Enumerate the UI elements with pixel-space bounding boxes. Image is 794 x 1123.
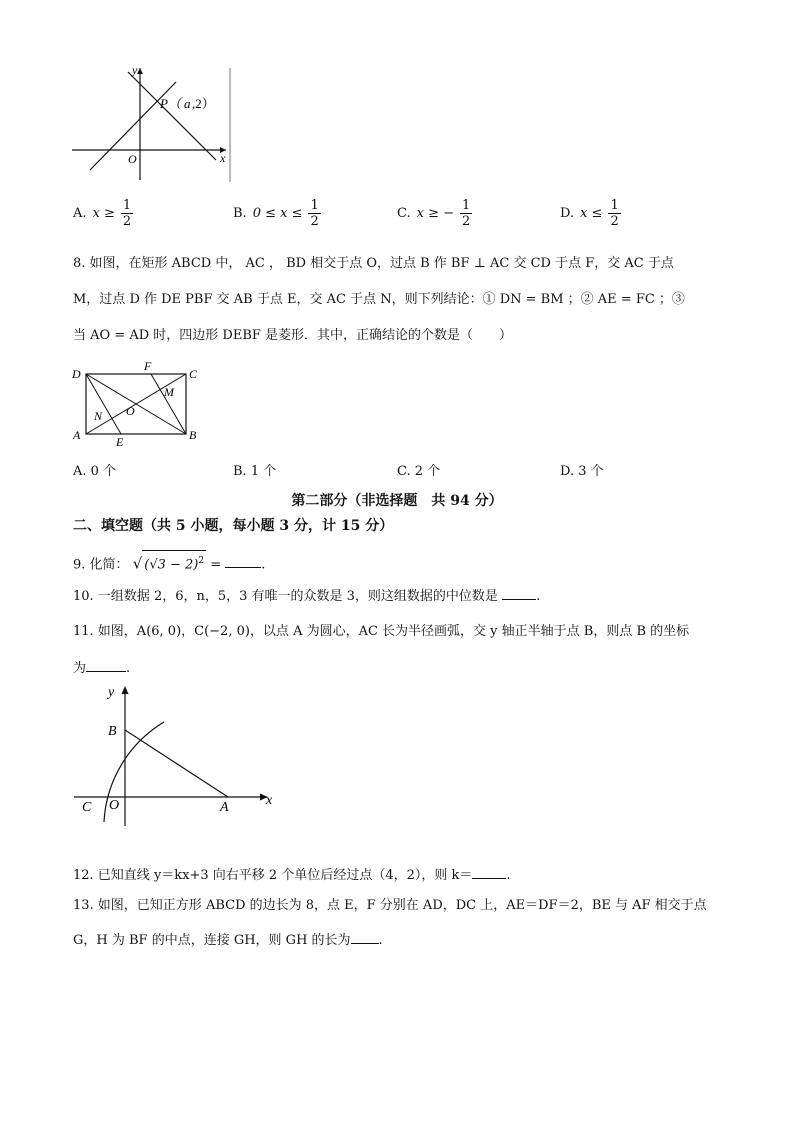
q7-option-b-lhs: 0 ≤ x ≤ [252,206,303,221]
q7-label-o: O [128,152,137,166]
q8-line-1: 8. 如图，在矩形 ABCD 中， AC ， BD 相交于点 O，过点 B 作 BF ⊥ AC 交 CD 于点 F，交 AC 于点 [73,256,674,271]
q7-option-a-lhs: x ≥ [92,206,115,221]
q7-option-b [233,198,321,229]
q9 [73,550,265,575]
q11-line-2 [73,657,130,679]
q11-label-o: O [109,798,120,813]
q8-figure [68,358,204,450]
q7-graph [66,62,246,184]
q8-label-b: B [189,428,197,442]
q7-label-a: a [184,96,191,111]
q13-line-1: 13. 如图，已知正方形 ABCD 的边长为 8，点 E，F 分别在 AD，DC 上，AE＝DF＝2，BE 与 AF 相交于点 [73,898,707,913]
q8-label-o: O [126,404,135,418]
q8-line-3: 当 AO = AD 时，四边形 DEBF 是菱形．其中，正确结论的个数是（ ） [73,328,513,343]
q8-label-a: A [73,428,81,442]
q10-answer-blank[interactable] [502,585,536,600]
q8-label-c: C [189,367,198,381]
q13-answer-blank[interactable] [351,929,379,944]
q11-label-x: x [266,793,273,808]
q11-y-arrow [122,686,129,694]
q11-label-y: y [108,685,115,700]
q7-option-d-lhs: x ≤ [580,206,603,221]
q11-answer-blank[interactable] [86,657,126,672]
q11-label-a: A [220,800,229,815]
q11-line-2-prefix: 为 [73,661,87,676]
q11-figure [70,680,282,830]
q7-option-a-frac: $\frac{1}{2}$ [122,198,132,229]
q10 [73,585,540,607]
q7-option-d [560,198,621,229]
q12-text: 12. 已知直线 y＝kx+3 向右平移 2 个单位后经过点（4，2），则 k＝ [73,868,473,883]
q9-answer-blank[interactable] [225,553,261,568]
q7-option-d-letter: D. [560,206,575,221]
q9-radicand: $(√3 - 2)^2$ [142,550,206,575]
q8-option-d: D. 3 个 [560,464,604,479]
q12-suffix: . [506,868,511,883]
q11-suffix: . [126,661,131,676]
q7-option-c [397,198,472,229]
q13-line-2-prefix: G，H 为 BF 的中点，连接 GH，则 GH 的长为 [73,933,351,948]
q9-prefix: 9. 化简： [73,557,129,573]
q11-label-c: C [82,800,92,815]
q7-y-arrow [137,68,143,74]
q7-label-comma2: ,2） [192,96,215,111]
q7-option-a-letter: A. [73,206,87,221]
q8-segment-de [86,374,121,434]
q9-suffix: . [261,557,266,573]
q12 [73,864,511,886]
q8-label-f: F [144,359,152,373]
q8-label-d: D [72,367,81,381]
q13-line-2 [73,929,383,951]
q7-label-p: P（ [160,96,181,111]
q8-line-2: M，过点 D 作 DE PBF 交 AB 于点 E，交 AC 于点 N，则下列结论：① DN = BM ；② AE = FC ；③ [73,292,685,307]
q9-radical: √ [132,554,143,573]
q7-option-d-frac: $\frac{1}{2}$ [610,198,619,229]
q7-option-b-letter: B. [233,206,247,221]
q9-equals: = [206,557,222,573]
section2-title: 二、填空题（共 5 小题，每小题 3 分，计 15 分） [73,518,394,534]
q11-line-1: 11. 如图，A(6, 0)，C(−2, 0)，以点 A 为圆心，AC 长为半径画弧，交 y 轴正半轴于点 B，则点 B 的坐标 [73,624,690,639]
q7-label-y: y [132,63,138,77]
q7-option-c-letter: C. [397,206,411,221]
q7-line-falling [128,72,216,160]
q13-suffix: . [378,933,383,948]
q8-label-m: M [164,385,174,399]
q11-label-b: B [108,724,117,739]
part2-title: 第二部分（非选择题 共 94 分） [291,493,503,509]
q10-suffix: . [536,589,541,604]
q8-label-e: E [116,435,124,449]
q7-option-c-lhs: x ≥ − [416,206,455,221]
q8-label-n: N [94,409,103,423]
q12-answer-blank[interactable] [472,864,506,879]
q8-option-c: C. 2 个 [397,464,441,479]
q7-option-b-frac: $\frac{1}{2}$ [310,198,319,229]
q10-text: 10. 一组数据 2，6，n，5，3 有唯一的众数是 3，则这组数据的中位数是 [73,589,498,604]
q7-option-c-frac: $\frac{1}{2}$ [462,198,471,229]
q9-exponent: 2 [198,556,205,566]
q8-segment-bf [151,374,186,434]
q8-option-b: B. 1 个 [233,464,277,479]
q8-option-a: A. 0 个 [73,464,117,479]
q7-option-a [73,198,133,229]
q7-label-x: x [220,151,226,165]
